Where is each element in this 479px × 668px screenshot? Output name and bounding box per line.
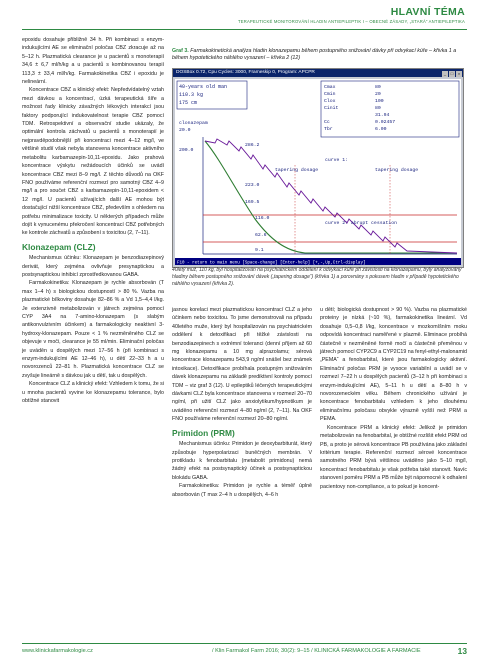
y-axis-title: clonazepam — [179, 121, 208, 126]
header-title: HLAVNÍ TÉMA — [390, 6, 465, 18]
y-tick-label: 286.2 — [245, 143, 260, 148]
stat-label: Cc — [324, 120, 330, 125]
taper-label: tapering dosage — [375, 168, 419, 173]
y-tick-label: 116.0 — [255, 216, 270, 221]
curve-2-label: curve 2: abrupt cessation — [325, 221, 397, 226]
figure-caption — [172, 48, 467, 62]
stat-value: 0.02457 — [375, 120, 396, 125]
window-buttons — [441, 70, 462, 78]
y-tick-label: 9.1 — [255, 248, 264, 253]
y-tick-label: 200.0 — [179, 148, 194, 153]
page-number: 13 — [457, 646, 467, 656]
maximize-icon: □ — [450, 71, 454, 76]
footer-rule — [22, 643, 467, 644]
dosbox-window — [172, 68, 464, 268]
minimize-icon: _ — [443, 71, 447, 76]
column-right — [320, 306, 467, 491]
dosbox-title: DOSBox 0.72, Cpu Cycles: 3000, Frameskip 0, Program: APCPR — [176, 70, 315, 75]
stat-value: 31.94 — [375, 113, 390, 118]
paragraph: Koncentrace PRM a klinický efekt: Jelikož je primidon metabolizován na fenobarbital, je obtížné rozlišit efekt PRM od PB, a proto je sérová koncentrace PB používána jako základní kritérium terapie. Referenční rozmezí sérové koncentrace samotného PRM bývá většinou uváděno jako 5–10 mg/l, koncentrací fenobarbitalu je však potřeba také stanovit. Navíc stanovení poměru PRM a PB může být nápomocné k odhalení pacientovy non-compliance, a to pokud je koncent- — [320, 424, 467, 490]
pk-plot — [175, 79, 461, 265]
dosbox-screen — [175, 79, 461, 265]
section-heading: Primidon (PRM) — [172, 427, 235, 438]
patient-age: 40-years old man — [179, 84, 228, 90]
curve-1-label: curve 1: — [325, 158, 349, 163]
paragraph: jasnou korelaci mezi plazmatickou koncentrací CLZ a jeho účinkem nebo toxicitou. To jsme demonstrovali na případu 40letého muže, který byl hospitalizován na psychiatrickém oddělení k detoxifikaci při těžké závislosti na benzodiazepinech s extrémní toleranci (denní příjem až 60 mg klonazepamu a 10 mg alprazolamu; sérová koncentrace klonazepamu 543,9 ng/ml snášel bez známek intoxikace). Detoxifikace probíhala postupným snižováním dávek klonazepamu na základě prediktivní kontroly pomocí TDM – viz graf 3 (12). U epileptiků léčených terapeutickými dávkami CLZ byla koncentrace stanovena v rozmezí 20–70 ng/ml, při užití CLZ jako anxiolytikum/hypnotikum je uváděno referenční rozmezí 4–80 ng/ml (2, 7–11). Na OKF FNO používáme referenční rozmezí 20–80 ng/ml. — [172, 307, 312, 423]
paragraph: Farmakokinetika: Klonazepam je rychle absorbován (T max 1–4 h) s biologickou dostupností > 80 %. Vazba na plazmatické bílkoviny dosahuje 82–86 % a Vd 1,5–4,4 l/kg. Je extenzivně metabolizován v játrech zejména pomocí CYP 3A4 na 7-amino-klonazepam (s slabým antikonvulzivním účinkem) a farmakologicky neaktivní 3-hydroxy-klonazepam. Pouze < 1 % nezměněného CLZ se objevuje v moči, clearance je 55 ml/min. Eliminační poločas je uváděn u dospělých mezi 17–56 h (při kombinaci s enzym-indukujícími AE 12–46 h), u dětí 22–33 h a u novorozenců 22–81 h. Plazmatická koncentrace CLZ se zvyšuje lineárně s dávkou jak u dětí, tak u dospělých. — [22, 280, 164, 379]
stat-value: 100 — [375, 99, 384, 104]
taper-label: tapering dosage — [275, 168, 319, 173]
y-tick-label: 223.0 — [245, 183, 260, 188]
figure-label: Graf 3. — [172, 48, 189, 54]
stat-value: 20 — [375, 92, 381, 97]
section-heading: Klonazepam (CLZ) — [22, 241, 96, 252]
stat-label: Cmin — [324, 92, 336, 97]
header-subtitle: TERAPEUTICKÉ MONITOROVÁNÍ HLADIN ANTIEPILEPTIK I – OBECNÉ ZÁSADY, „STARÁ“ ANTIEPILEPTIKA — [237, 19, 465, 24]
paragraph: Koncentrace CBZ a klinický efekt: Nepředvídatelný vztah mezi dávkou a koncentrací, úzká terapeutická šíře a možnost řady klinicky závažných lékových interakcí jsou faktory podporující indukovatelnost terapie CBZ pomocí TDM. Retrospektivní a observační studie ukázaly, že optimální kontrola záchvatů u pacientů s monoterapií je nejpravděpodobnější při koncentraci mezi 4–12 mg/l, ve většině studií však nebyla stanovena koncentrace aktivního metabolitu karbamazepin-10,11-epoxidu. Jako prahová koncentrace výskytu nežádoucích účinků se uvádí koncentrace CBZ mezi 8–9 mg/l. Z těchto důvodů na OKF FNO používáme referenční rozmezí pro samotný CBZ 4–9 mg/l a pro součet CBZ s karbamazepin-10,11-epoxidem < 12 mg/l. U pacientů užívajících další AE mohou být dostačující nižší koncentrace CBZ, především s ohledem na potřebu minimalizace toxicity. U některých případech může dojít k vynucenému překročení koncentrací CBZ potřebných ke kontrole záchvatů a způsobení s toxicitou (2, 7–11). — [22, 87, 164, 237]
stat-value: 80 — [375, 106, 381, 111]
status-text: F10 - return to main menu [Space-change] [Enter-help] [+,-,Up,Ctrl-display] — [177, 261, 366, 265]
paragraph: Mechanismus účinku: Primidon je deoxybarbiturát, který způsobuje hyperpolarizaci buněčných membrán. V protikladu k fenobarbitalu (metabolit primidonu) nemá žádný efekt na postsynaptický účinek a postsynaptickou blokádu GABA. — [172, 441, 312, 481]
paragraph: Mechanismus účinku: Klonazepam je benzodiazepinový derivát, který zejména ovlivňuje presynaptickou a postsynaptickou inhibicí zprostředkovanou GABA. — [22, 255, 164, 278]
stat-value: 6.00 — [375, 127, 387, 132]
figure-caption-text: Farmakokinetická analýza hladin klonazepamu během postupného snižování dávky při odvykací kúře – křivka 1 a během hypotetického náhlého vysazení – křivka 2 (12) — [172, 48, 457, 61]
stat-label: Clox — [324, 99, 336, 104]
close-icon: × — [457, 71, 461, 76]
paragraph: epoxidu dosahuje přibližně 34 h. Při kombinaci s enzym-indukujícími AE se eliminační poločas CBZ zkracuje až na 5–12 h. Plazmatická clearance je u pacientů s monoterapií 34,6 ± 6,7 ml/h/kg a u pacientů s kombinovanou terapií 113,3 ± 33,4 ml/h/kg. Farmakokinetika CBZ i epoxidu je nelineární. — [22, 37, 164, 86]
column-left — [22, 36, 164, 405]
paragraph: Koncentrace CLZ a klinický efekt: Vzhledem k tomu, že si u mnoha pacientů vyvine ke klonazepamu tolerance, bylo obtížné stanovit — [22, 381, 164, 405]
figure-note: 40letý muž, 110 kg, byl hospitalizován na psychiatrickém oddělení k odvykací kúře při závislosti na klonazepamu, byly analyzovány hladiny během postupného snižování dávek („tapering dosage“) (křivka 1) a porovnány s pokusem hladin v případě hypotetického náhlého vysazení (křivka 2). — [172, 267, 462, 287]
stat-value: 80 — [375, 85, 381, 90]
footer-citation: / Klin Farmakol Farm 2016; 30(2): 9–15 / KLINICKÁ FARMAKOLOGIE A FARMACIE — [212, 648, 421, 654]
paragraph: Farmakokinetika: Primidon je rychle a téměř úplně absorbován (T max 2–4 h u dospělých, 4–6 h — [172, 483, 312, 498]
patient-weight: 110.3 kg — [179, 92, 204, 98]
y-tick-label: 169.5 — [245, 200, 260, 205]
dosbox-titlebar — [173, 69, 463, 77]
paragraph: u dětí; biologická dostupnost > 90 %). Vazba na plazmatické proteiny je nízká (~10 %), farmakokinetika lineární. Vd dosahuje 0,5–0,8 l/kg, koncentrace v mozkomíšním moku odpovídá koncentraci naměřené v plazmě. Eliminace probíhá částečně v nezměněné formě močí a částečně přeměnou v játrech pomocí CYP2C9 a CYP2C19 na fenyl-ethyl-malonamid „PEMA“ a fenobarbital, které jsou farmakologicky aktivní. Eliminační poločas PRM je vysoce variabilní a uvádí se v rozmezí 7–22 h u dospělých pacientů (3–12 h při kombinaci s enzym-indukujícími AE), 5–11 h u dětí a 8–80 h v novorozeneckém věku. Během chronického užívání je koncentrace fenobarbitalu vzhledem k jeho dlouhému eliminačnímu poločasu obvykle výrazně vyšší než PRM a PEMA. — [320, 307, 467, 423]
header-rule — [22, 29, 467, 30]
patient-height: 175 cm — [179, 100, 198, 106]
column-middle — [172, 306, 312, 499]
stat-label: Cinit — [324, 106, 339, 111]
stat-label: Tbr — [324, 127, 333, 132]
footer-website[interactable]: www.klinickafarmakologie.cz — [22, 648, 93, 654]
stat-label: Cmax — [324, 85, 336, 90]
y-tick-label: 20.0 — [179, 128, 191, 133]
y-tick-label: 62.6 — [255, 233, 267, 238]
